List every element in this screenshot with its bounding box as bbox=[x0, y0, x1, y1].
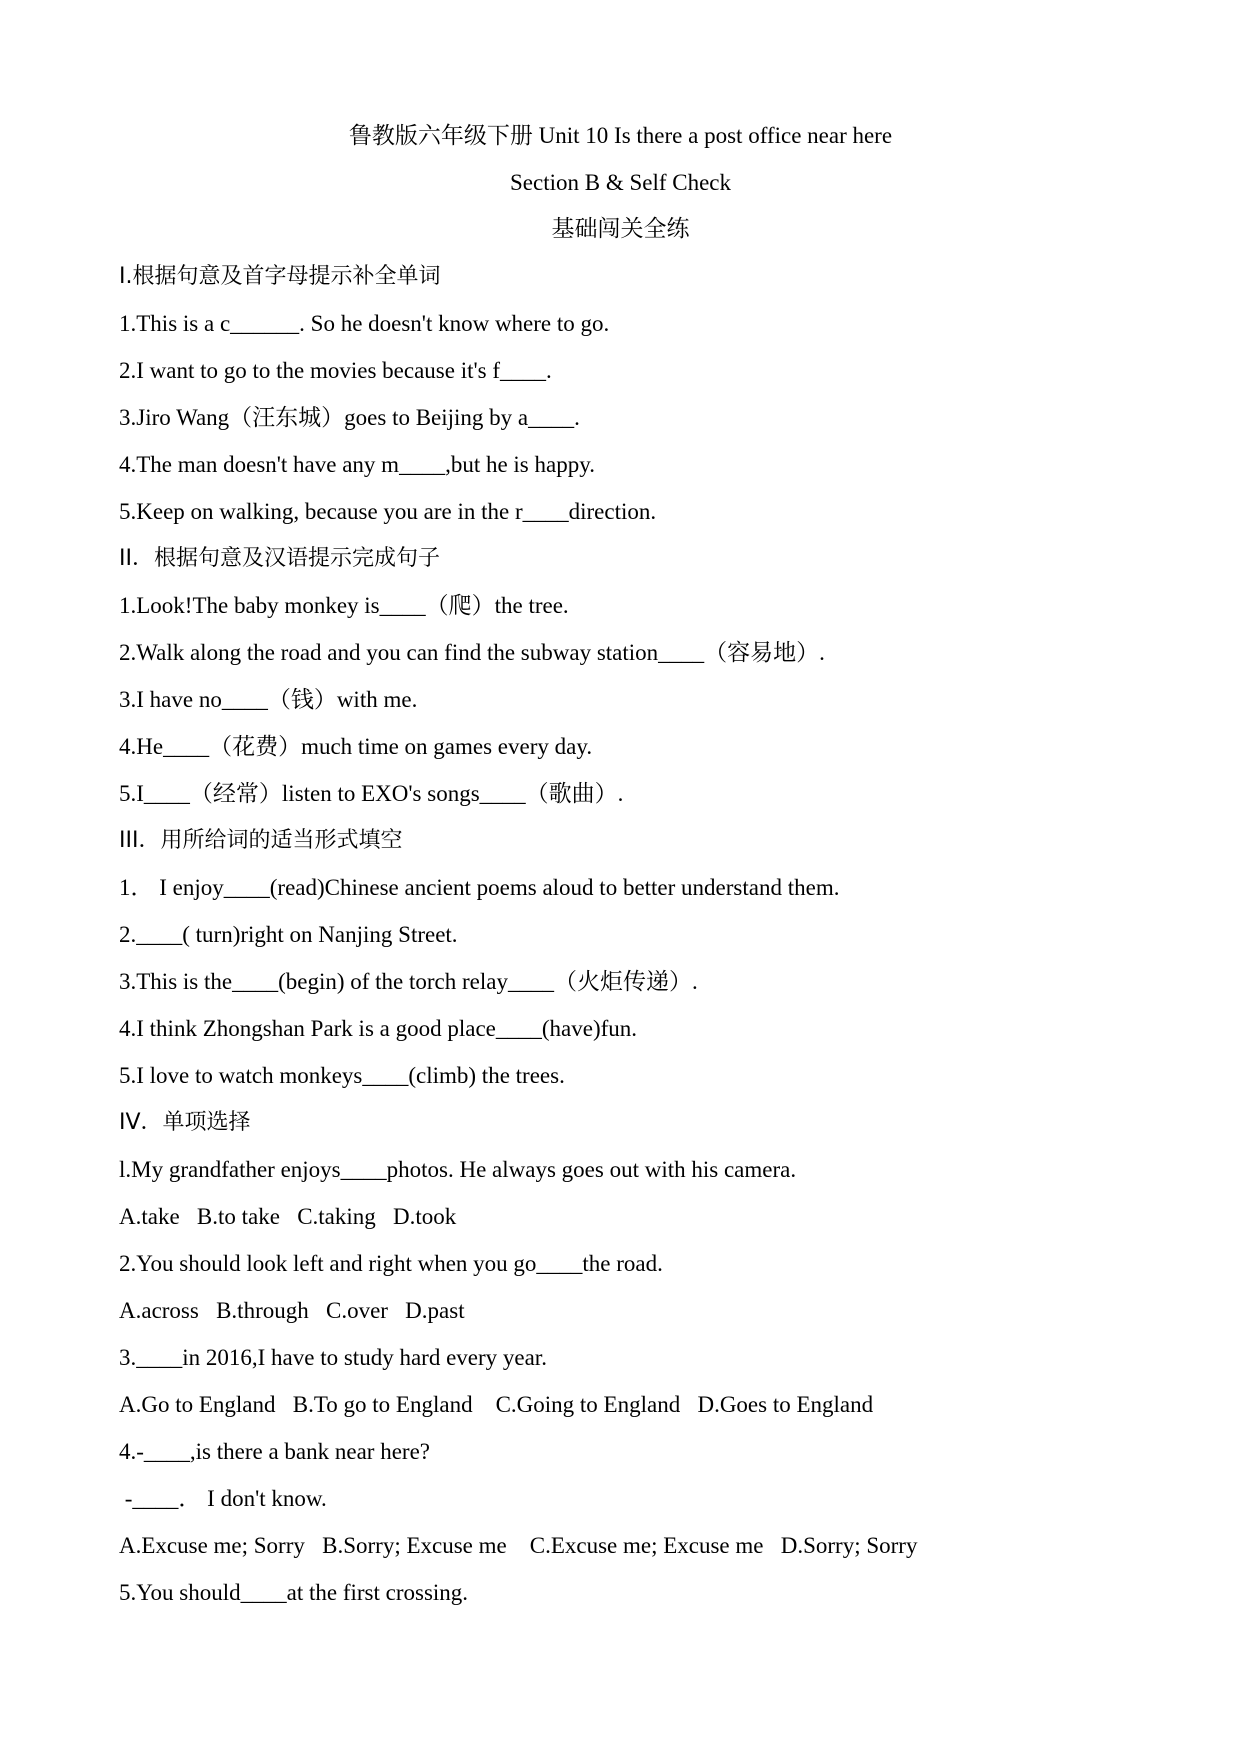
section-1-question-4: 4.The man doesn't have any m____,but he is happy. bbox=[119, 452, 595, 477]
section-4-question-4-options: A.Excuse me; Sorry B.Sorry; Excuse me C.Excuse me; Excuse me D.Sorry; Sorry bbox=[119, 1533, 918, 1558]
document-title: 鲁教版六年级下册 Unit 10 Is there a post office near here bbox=[348, 123, 893, 148]
document-subtitle-practice: 基础闯关全练 bbox=[551, 216, 690, 242]
section-3-question-4: 4.I think Zhongshan Park is a good place____(have)fun. bbox=[119, 1016, 638, 1041]
title-block bbox=[0, 112, 1241, 253]
section-4-question-2-options: A.across B.through C.over D.past bbox=[119, 1298, 465, 1323]
section-2-question-5: 5.I____（经常）listen to EXO's songs____（歌曲）. bbox=[119, 781, 624, 806]
section-4-question-3-options: A.Go to England B.To go to England C.Going to England D.Goes to England bbox=[119, 1392, 874, 1417]
section-4-question-5: 5.You should____at the first crossing. bbox=[119, 1580, 469, 1605]
section-3-heading: III．用所给词的适当形式填空 bbox=[119, 828, 403, 853]
section-1-question-5: 5.Keep on walking, because you are in the r____direction. bbox=[119, 499, 657, 524]
section-1-question-1: 1.This is a c______. So he doesn't know where to go. bbox=[119, 311, 610, 336]
section-2-question-3: 3.I have no____（钱）with me. bbox=[119, 687, 418, 712]
section-2-question-4: 4.He____（花费）much time on games every day. bbox=[119, 734, 593, 759]
section-3-question-5: 5.I love to watch monkeys____(climb) the trees. bbox=[119, 1063, 565, 1088]
section-3-question-3: 3.This is the____(begin) of the torch relay____（火炬传递）. bbox=[119, 969, 698, 994]
section-4-question-1-options: A.take B.to take C.taking D.took bbox=[119, 1204, 457, 1229]
section-4-question-4-reply: -____． I don't know. bbox=[119, 1486, 327, 1511]
document-subtitle: Section B & Self Check bbox=[509, 170, 732, 195]
section-2-heading: II．根据句意及汉语提示完成句子 bbox=[119, 546, 440, 571]
section-1-question-2: 2.I want to go to the movies because it's f____. bbox=[119, 358, 552, 383]
section-4-heading: IV．单项选择 bbox=[119, 1110, 251, 1135]
exercise-content bbox=[119, 253, 1199, 1616]
section-4-question-4: 4.-____,is there a bank near here? bbox=[119, 1439, 430, 1464]
section-4-question-2: 2.You should look left and right when you go____the road. bbox=[119, 1251, 663, 1276]
section-2-question-2: 2.Walk along the road and you can find the subway station____（容易地）. bbox=[119, 640, 825, 665]
section-3-question-2: 2.____( turn)right on Nanjing Street. bbox=[119, 922, 458, 947]
section-1-question-3: 3.Jiro Wang（汪东城）goes to Beijing by a____. bbox=[119, 405, 580, 430]
section-3-question-1: 1． I enjoy____(read)Chinese ancient poems aloud to better understand them. bbox=[119, 875, 840, 900]
section-4-question-3: 3.____in 2016,I have to study hard every year. bbox=[119, 1345, 547, 1370]
section-4-question-1: l.My grandfather enjoys____photos. He always goes out with his camera. bbox=[119, 1157, 797, 1182]
section-1-heading: I.根据句意及首字母提示补全单词 bbox=[119, 264, 441, 289]
section-2-question-1: 1.Look!The baby monkey is____（爬）the tree. bbox=[119, 593, 569, 618]
